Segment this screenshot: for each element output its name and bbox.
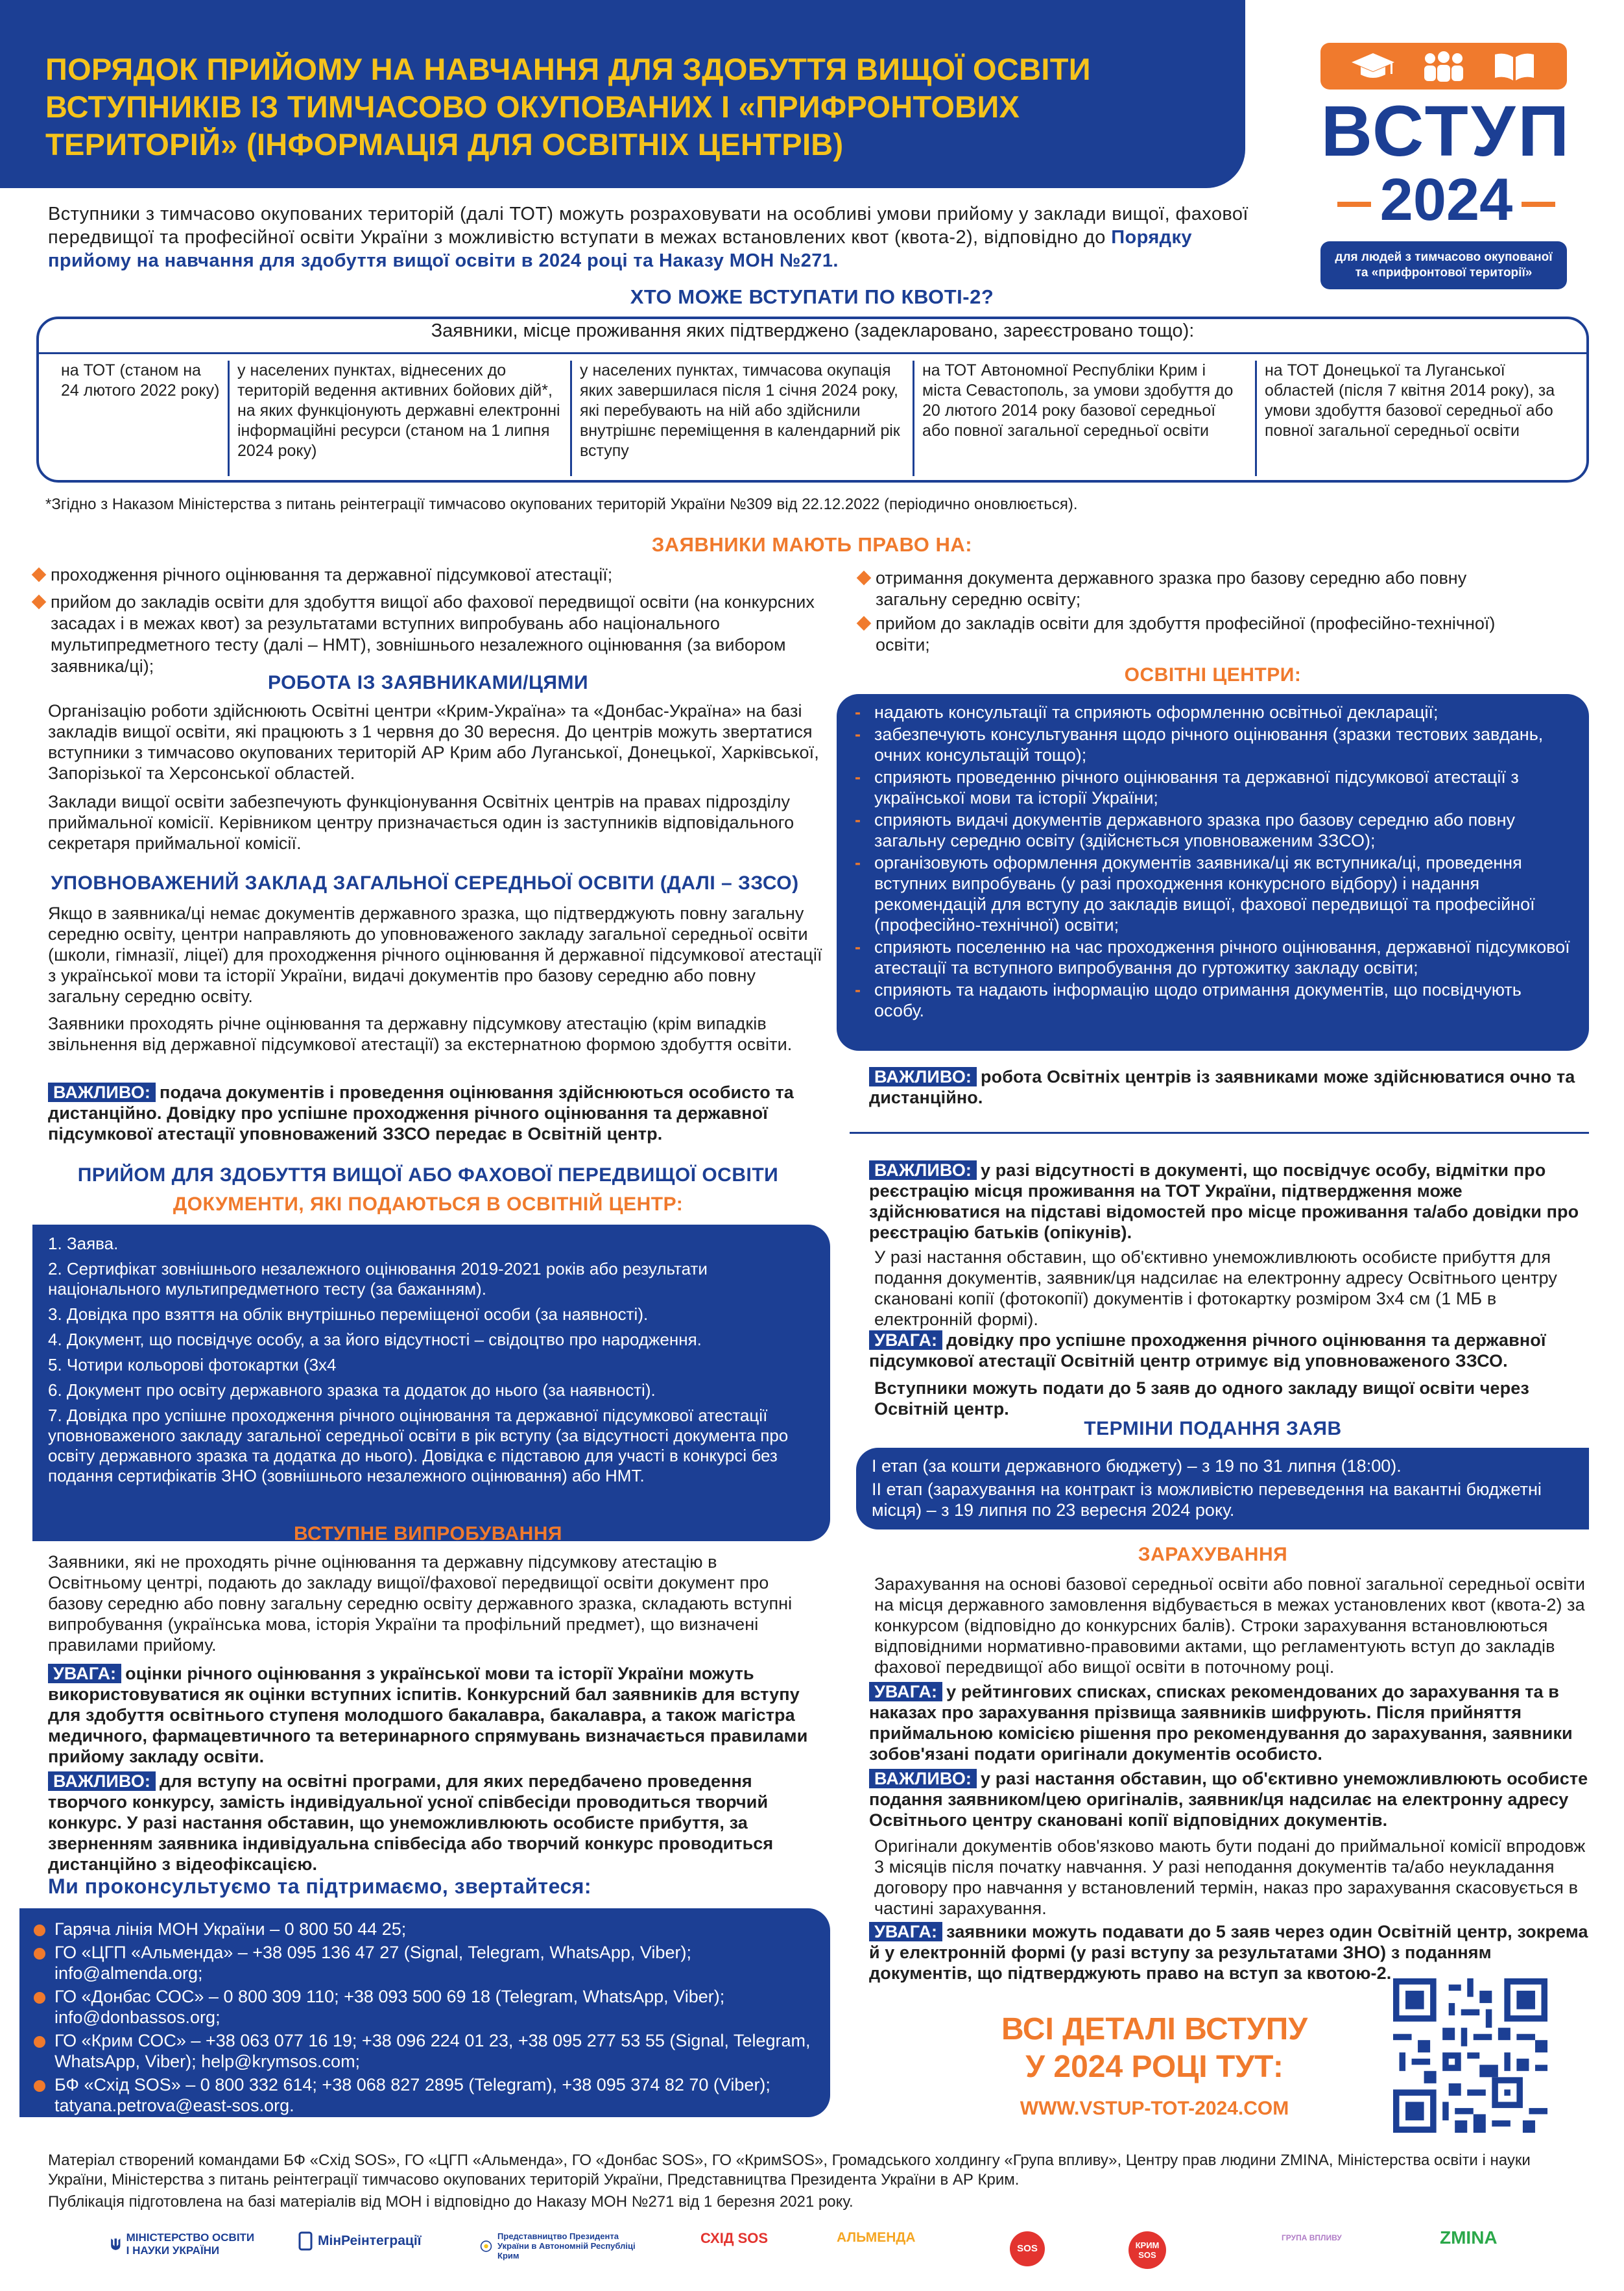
credits-paragraph: Матеріал створений командами БФ «Схід SOS», ГО «ЦГП «Альменда», ГО «Донбас SOS», ГО «КримSOS», Громадського холдингу «Група впливу», Центру прав людини ZMINA, Міністерства освіти і науки України, Міністерства з питань реінтеграції тимчасово окупованих територій України, Представництва Президента України в АР Крим. (48, 2152, 1531, 2189)
enrollment-paragraph-1: Зарахування на основі базової середньої освіти або повної загальної середньої освіти на місця державного замовлення відбувається в межах установлених квот (квота-2) за конкурсом (відповідно до конкурсних балів). Строки зарахування встановлюються відповідними нормативно-правовими актами, що регламентують вступ до закладів фахової передвищої або вищої освіти в поточному році. (874, 1574, 1586, 1677)
deadline-stage-2: II етап (зарахування на контракт із можливістю переведення на вакантні бюджетні місця) – з 19 липня по 23 вересня 2024 року. (872, 1480, 1542, 1520)
attention-badge: УВАГА: (48, 1664, 121, 1683)
document-item-6: 6. Документ про освіту державного зразка та додаток до нього (за наявності). (48, 1380, 656, 1400)
contact-hotline[interactable]: Гаряча лінія МОН України – 0 800 50 44 25; (32, 1919, 811, 1939)
zzso-heading: УПОВНОВАЖЕНИЙ ЗАКЛАД ЗАГАЛЬНОЇ СЕРЕДНЬОЇ ОСВІТИ (ДАЛІ – ЗЗСО) (51, 872, 799, 894)
title-line-3: ТЕРИТОРІЙ» (ІНФОРМАЦІЯ ДЛЯ ОСВІТНІХ ЦЕНТРІВ) (45, 127, 844, 162)
centers-item-4: - сприяють видачі документів державного зразка про базову середню або повну загальну середню освіту (здійснється уповноваженим ЗЗСО); (843, 810, 1576, 851)
graduation-cap-icon (1350, 49, 1396, 83)
enrollment-attention-text-2: заявники можуть подавати до 5 заяв через один Освітній центр, зокрема й у електронній формі (у разі вступу за результатами ЗНО) з поданням документів, що підтверджують право на вступ за квотою-2. (869, 1922, 1588, 1983)
deadlines-list (872, 1456, 1579, 1520)
logo-icon-bar (1320, 43, 1567, 90)
document-item-4: 4. Документ, що посвідчує особу, а за його відсутності – свідоцтво про народження. (48, 1330, 702, 1349)
contacts-heading: Ми проконсультуємо та підтримаємо, звертайтеся: (48, 1875, 592, 1898)
details-line-2: У 2024 РОЦІ ТУТ: (1025, 2050, 1284, 2084)
partner-logo-krym-sos (1125, 2231, 1170, 2269)
who-column-4: на ТОТ Автономної Республіки Крим і міста Севастополь, за умови здобуття до 20 лютого 2014 року базової середньої або повної загальної середньої освіти (914, 361, 1257, 476)
logo-tagline: для людей з тимчасово окупованої та «прифронтової території» (1320, 241, 1567, 289)
enrollment-important-note (869, 1768, 1589, 1830)
details-callout (973, 2011, 1336, 2086)
zzso-paragraph-2: Заявники проходять річне оцінювання та державну підсумкову атестацію (крім випадків звільнення від державної підсумкової атестації) за екстернатною формою здобуття освіти. (48, 1014, 793, 1054)
partner-logo-skhid-sos: СХІД SOS (700, 2230, 769, 2246)
who-column-5: на ТОТ Донецької та Луганської областей (після 7 квітня 2014 року), за умови здобуття базової середньої або повної загальної середньої освіти (1265, 361, 1555, 440)
important-badge: ВАЖЛИВО: (869, 1160, 977, 1180)
open-book-icon (1492, 49, 1537, 83)
work-paragraph-2: Заклади вищої освіти забезпечують функціонування Освітніх центрів на правах підрозділу приймальної комісії. Керівником центру призначається один із заступників відповідального секретаря приймальної комісії. (48, 792, 794, 853)
partner-name: МІНІСТЕРСТВО ОСВІТИ І НАУКИ УКРАЇНИ (126, 2231, 255, 2257)
enrollment-heading: ЗАРАХУВАННЯ (1138, 1544, 1288, 1565)
footnote: *Згідно з Наказом Міністерства з питань реінтеграції тимчасово окупованих територій України №309 від 22.12.2022 (періодично оновлюється). (45, 496, 1078, 513)
important-badge: ВАЖЛИВО: (869, 1769, 977, 1788)
rights-heading: ЗАЯВНИКИ МАЮТЬ ПРАВО НА: (651, 533, 973, 556)
certificate-attention-text: довідку про успішне проходження річного оцінювання та державної підсумкової атестації Освітній центр отримує від уповноваженого ЗЗСО. (869, 1330, 1546, 1371)
documents-heading: ДОКУМЕНТИ, ЯКІ ПОДАЮТЬСЯ В ОСВІТНІЙ ЦЕНТР: (173, 1193, 684, 1215)
contact-skhid-sos[interactable]: БФ «Схід SOS» – 0 800 332 614; +38 068 827 2895 (Telegram), +38 095 374 82 70 (Viber); tatyana.petrova@east-sos.org. (32, 2074, 811, 2116)
partner-name: SOS (1010, 2231, 1045, 2266)
exams-attention-note (48, 1663, 813, 1767)
document-item-1: 1. Заява. (48, 1234, 119, 1253)
who-column-3: у населених пунктах, тимчасова окупація яких завершилася після 1 січня 2024 року, які перебувають на ній або здійснили внутрішнє переміщення в календарний рік вступу (572, 361, 914, 476)
contact-krym-sos[interactable]: ГО «Крим СОС» – +38 063 077 16 19; +38 096 224 01 23, +38 095 277 53 55 (Signal, Telegram, WhatsApp, Viber); help@krymsos.com; (32, 2030, 811, 2072)
deadlines-heading: ТЕРМІНИ ПОДАННЯ ЗАЯВ (1084, 1418, 1342, 1439)
enrollment-attention-note (869, 1681, 1589, 1764)
admission-heading: ПРИЙОМ ДЛЯ ЗДОБУТТЯ ВИЩОЇ АБО ФАХОВОЇ ПЕРЕДВИЩОЇ ОСВІТИ (77, 1164, 779, 1186)
who-column-2: у населених пунктах, віднесених до територій ведення активних бойових дій*, на яких функціонують державні електронні інформаційні ресурси (станом на 1 липня 2024 року) (230, 361, 572, 476)
centers-item-3: - сприяють проведенню річного оцінювання та державної підсумкової атестації з української мови та історії України; (843, 767, 1576, 808)
details-line-1: ВСІ ДЕТАЛІ ВСТУПУ (1001, 2012, 1308, 2046)
centers-item-1: - надають консультації та сприяють оформленню освітньої декларації; (843, 702, 1576, 723)
work-heading: РОБОТА ІЗ ЗАЯВНИКАМИ/ЦЯМИ (267, 672, 589, 693)
partner-logo-donbas-sos (1008, 2231, 1047, 2266)
contacts-list (32, 1919, 811, 2118)
important-badge: ВАЖЛИВО: (48, 1771, 156, 1791)
document-item-2: 2. Сертифікат зовнішнього незалежного оцінювання 2019-2021 років або результати національного мультипредметного тесту (за бажанням). (48, 1259, 708, 1299)
centers-important-note (869, 1066, 1589, 1108)
documents-list (48, 1234, 820, 1486)
remote-submission-paragraph: У разі настання обставин, що об'єктивно унеможливлюють особисте прибуття для подання документів, заявник/ця надсилає на електронну адресу Освітнього центру скановані копії (фотокопії) документів і фотокартку розміром 3х4 см (1 МБ в електронній формі). (874, 1247, 1558, 1329)
rights-item-2: прийом до закладів освіти для здобуття вищої або фахової передвищої освіти (на конкурсних засадах і в межах квот) за результатами вступних випробувань або національного мультипредметного тесту (далі – НМТ), зовнішнього незалежного оцінювання (за вибором заявника/ці); (32, 592, 830, 677)
people-icon (1421, 49, 1466, 83)
intro-link[interactable]: Порядку прийому на навчання для здобуття вищої освіти в 2024 році та Наказу МОН №271. (48, 227, 1192, 271)
exams-paragraph: Заявники, які не проходять річне оцінювання та державну підсумкову атестацію в Освітньому центрі, подають до закладу вищої/фахової передвищої освіти документ про базову середню або повну загальну середню освіту державного зразка, складають вступні випробування (українська мова, історія України та профільний предмет), що визначені правилами прийому. (48, 1552, 793, 1655)
residence-important-note (869, 1160, 1589, 1243)
intro-text: Вступники з тимчасово окупованих територій (далі ТОТ) можуть розраховувати на особливі умови прийому у заклади вищої, фахової передвищої та професійної освіти України з можливістю вступати в межах встановлених квот (квота-2), відповідно до (48, 204, 1248, 248)
logo-word: ВСТУП (1320, 91, 1572, 171)
residence-important-text: у разі відсутності в документі, що посвідчує особу, відмітки про реєстрацію місця проживання на ТОТ України, підтвердження може здійснюватися на підставі відомостей про місце проживання та/або довідки про реєстрацію батьків (опікунів). (869, 1160, 1579, 1242)
certificate-attention-note (869, 1330, 1589, 1371)
partner-name: КРИМ SOS (1128, 2231, 1166, 2269)
zzso-paragraph-1: Якщо в заявника/ці немає документів державного зразка, що підтверджують повну загальну середню освіту, центри направляють до уповноваженого закладу загальної середньої освіти (школи, гімназії, ліцеї) для проходження річного оцінювання й державної підсумкової атестації з української мови та історії України, видачі документів про базову середню або повну загальну середню освіту. (48, 904, 822, 1006)
divider (39, 352, 1586, 354)
exams-heading: ВСТУПНЕ ВИПРОБУВАННЯ (294, 1523, 562, 1544)
centers-item-6: - сприяють поселенню на час проходження річного оцінювання, державної підсумкової атестації та вступного випробування до гуртожитку закладу освіти; (843, 937, 1576, 978)
partner-logo-grupa-vplyvu: ГРУПА ВПЛИВУ (1282, 2233, 1342, 2242)
title-line-2: ВСТУПНИКІВ ІЗ ТИМЧАСОВО ОКУПОВАНИХ І «ПРИФРОНТОВИХ (45, 90, 1020, 124)
document-item-3: 3. Довідка про взяття на облік внутрішньо переміщеної особи (за наявності). (48, 1304, 649, 1324)
rights-item-4: прийом до закладів освіти для здобуття професійної (професійно-технічної) освіти; (857, 613, 1525, 656)
title-line-1: ПОРЯДОК ПРИЙОМУ НА НАВЧАННЯ ДЛЯ ЗДОБУТТЯ ВИЩОЇ ОСВІТИ (45, 52, 1091, 86)
page-title (45, 51, 1213, 163)
important-badge: ВАЖЛИВО: (48, 1083, 156, 1102)
enrollment-attention-text: у рейтингових списках, списках рекомендованих до зарахування та в наказах про зарахування прізвища заявників шифрують. Після прийняття приймальною комісією рішення про рекомендування до зарахування, заявники зобов'язані подати оригінали документів особисто. (869, 1682, 1573, 1764)
exams-attention-text: оцінки річного оцінювання з української мови та історії України можуть використовуватися як оцінки вступних іспитів. Конкурсний бал заявників для вступу для здобуття освітнього ступеня молодшого бакалавра, бакалавра, а також магістра медичного, фармацевтичного та ветеринарного спрямувань визначається правилами прийому закладу освіти. (48, 1664, 808, 1766)
exams-important-text: для вступу на освітні програми, для яких передбачено проведення творчого конкурсу, замість індивідуальної усної співбесіди проводиться творчий конкурс. У разі настання обставин, що унеможливлюють особисте прибуття, за зверненням заявника індивідуальна співбесіда або творчий конкурс проводиться дистанційно з відеофіксацією. (48, 1771, 774, 1874)
partner-logo-representation-crimea (480, 2231, 649, 2261)
centers-item-5: - організовують оформлення документів заявника/ці як вступника/ці, проведення вступних випробувань (у разі проходження конкурсного відбору) і надання рекомендацій для вступу до закладів вищої, фахової передвищої та професійної (професійно-технічної) освіти; (843, 852, 1576, 935)
emblem-icon (480, 2235, 492, 2258)
zzso-important-text: подача документів і проведення оцінювання здійснюються особисто та дистанційно. Довідку про успішне проходження річного оцінювання та державної підсумкової атестації уповноважений ЗЗСО передає в Освітній центр. (48, 1083, 794, 1144)
trident-icon (110, 2233, 121, 2255)
who-frame-title: Заявники, місце проживання яких підтверджено (задекларовано, зареєстровано тощо): (431, 320, 1195, 341)
ministry-emblem-icon (298, 2231, 313, 2251)
who-column-1: на ТОТ (станом на 24 лютого 2022 року) (53, 361, 230, 476)
applications-limit-paragraph: Вступники можуть подати до 5 заяв до одного закладу вищої освіти через Освітній центр. (874, 1378, 1529, 1419)
document-item-7: 7. Довідка про успішне проходження річного оцінювання та державної підсумкової атестації уповноваженого закладу загальної середньої освіти в рік вступу (за відсутності документа про освіту державного зразка та додатка до нього). Довідка є підставою для участі в конкурсі без подання сертифікатів ЗНО (зовнішнього незалежного оцінювання) або НМТ. (48, 1406, 789, 1485)
centers-item-7: - сприяють та надають інформацію щодо отримання документів, що посвідчують особу. (843, 979, 1576, 1021)
important-badge: ВАЖЛИВО: (869, 1067, 977, 1086)
exams-important-note (48, 1771, 813, 1875)
work-paragraph-1: Організацію роботи здійснюють Освітні центри «Крим-Україна» та «Донбас-Україна» на базі закладів вищої освіти, які працюють з 1 червня до 30 вересня. До центрів можуть звертатися вступники з тимчасово окупованих територій АР Крим або Луганської, Донецької, Харківської, Запорізької та Херсонської областей. (48, 701, 819, 783)
contact-almenda[interactable]: ГО «ЦГП «Альменда» – +38 095 136 47 27 (Signal, Telegram, WhatsApp, Viber); info@almenda.org; (32, 1942, 811, 1984)
who-heading: ХТО МОЖЕ ВСТУПАТИ ПО КВОТІ-2? (630, 285, 994, 308)
centers-important-text: робота Освітніх центрів із заявниками може здійснюватися очно та дистанційно. (869, 1067, 1575, 1107)
rights-item-1: проходження річного оцінювання та державної підсумкової атестації; (32, 564, 830, 586)
enrollment-attention-note-2 (869, 1921, 1589, 1984)
centers-heading: ОСВІТНІ ЦЕНТРИ: (1124, 664, 1302, 686)
partner-logo-almenda: АЛЬМЕНДА (837, 2230, 916, 2245)
details-url[interactable]: WWW.VSTUP-TOT-2024.COM (1020, 2098, 1289, 2119)
centers-item-2: - забезпечують консультування щодо річного оцінювання (зразки тестових завдань, очних консультацій тощо); (843, 724, 1576, 765)
partner-name: МінРеінтеграції (318, 2233, 422, 2248)
divider (850, 1132, 1589, 1134)
publication-note: Публікація підготовлена на базі матеріалів від МОН і відповідно до Наказу МОН №271 від 1 березня 2021 року. (48, 2193, 854, 2211)
partner-name: Представництво Президента України в Автономній Республіці Крим (497, 2231, 636, 2261)
partner-logo-minreintegration (298, 2231, 441, 2251)
contact-donbas-sos[interactable]: ГО «Донбас СОС» – 0 800 309 110; +38 093 500 69 18 (Telegram, WhatsApp, Viber); info@donbassos.org; (32, 1986, 811, 2028)
logo-year (1317, 167, 1576, 233)
document-item-5: 5. Чотири кольорові фотокартки (3х4 (48, 1355, 337, 1374)
rights-item-3: отримання документа державного зразка про базову середню або повну загальну середню освіту; (857, 568, 1525, 610)
attention-badge: УВАГА: (869, 1922, 942, 1941)
partner-logo-zmina: ZMINA (1440, 2227, 1498, 2248)
zzso-important-note (48, 1082, 826, 1144)
logo-year-text: 2024 (1379, 167, 1513, 233)
partner-logo-mon (110, 2231, 259, 2257)
centers-list (843, 702, 1576, 1022)
enrollment-paragraph-2: Оригінали документів обов'язково мають бути подані до приймальної комісії впродовж 3 місяців після початку навчання. У разі неподання документів та/або неукладання договору про навчання у встановлений термін, наказ про зарахування скасовується в частині зарахування. (874, 1836, 1586, 1918)
enrollment-important-text: у разі настання обставин, що об'єктивно унеможливлюють особисте подання заявником/цею оригіналів, заявник/ця надсилає на електронну адресу Освітнього центру скановані копії відповідних документів. (869, 1769, 1588, 1830)
qr-code-icon[interactable] (1393, 1978, 1547, 2133)
attention-badge: УВАГА: (869, 1682, 942, 1701)
intro-paragraph (48, 202, 1267, 272)
deadline-stage-1: I етап (за кошти державного бюджету) – з 19 по 31 липня (18:00). (872, 1456, 1402, 1476)
attention-badge: УВАГА: (869, 1330, 942, 1350)
